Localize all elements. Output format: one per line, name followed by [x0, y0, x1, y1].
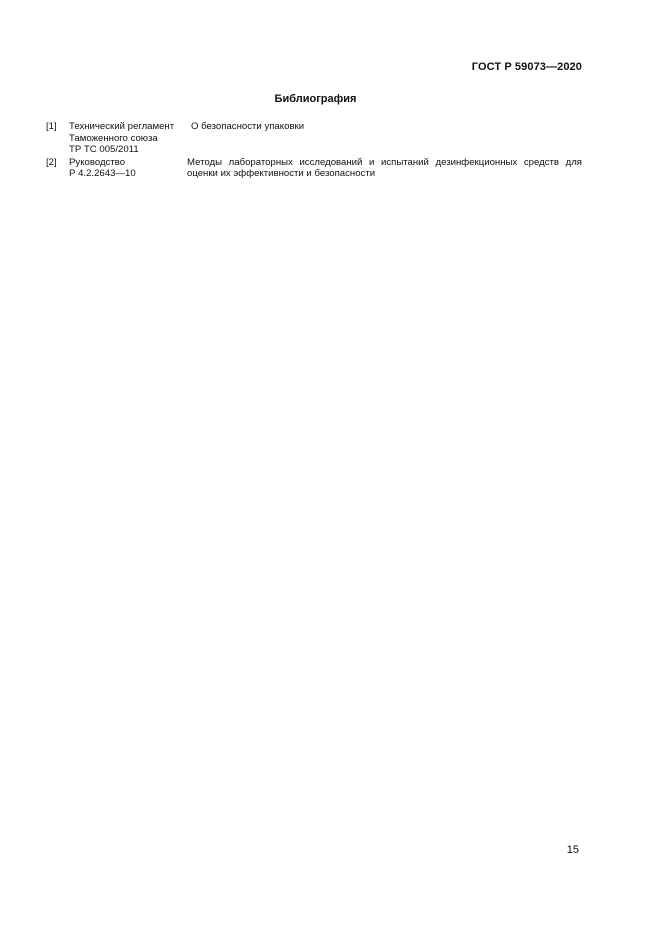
bibliography-entry: [46, 157, 582, 180]
bibliography-title: Библиография: [274, 93, 357, 105]
entry-source-line: Технический регламент: [69, 121, 175, 132]
entry-description: О безопасности упаковки: [191, 121, 305, 132]
entry-source: [69, 157, 187, 180]
document-identifier: ГОСТ Р 59073—2020: [471, 61, 582, 73]
entry-source-line: ТР ТС 005/2011: [69, 144, 139, 156]
page-number: 15: [566, 844, 579, 856]
entry-source-line: Р 4.2.2643—10: [69, 168, 136, 180]
entry-description: Методы лабораторных исследований и испытаний дезинфекционных средств для оценки их эффективности и безопасности: [187, 156, 582, 180]
entry-source: [69, 121, 187, 156]
bibliography-list: [46, 121, 582, 181]
entry-source-line: Таможенного союза: [69, 132, 158, 144]
bibliography-entry: [46, 121, 582, 156]
entry-number: [1]: [46, 121, 57, 132]
entry-number: [2]: [46, 156, 57, 168]
entry-source-line: Руководство: [69, 156, 126, 168]
